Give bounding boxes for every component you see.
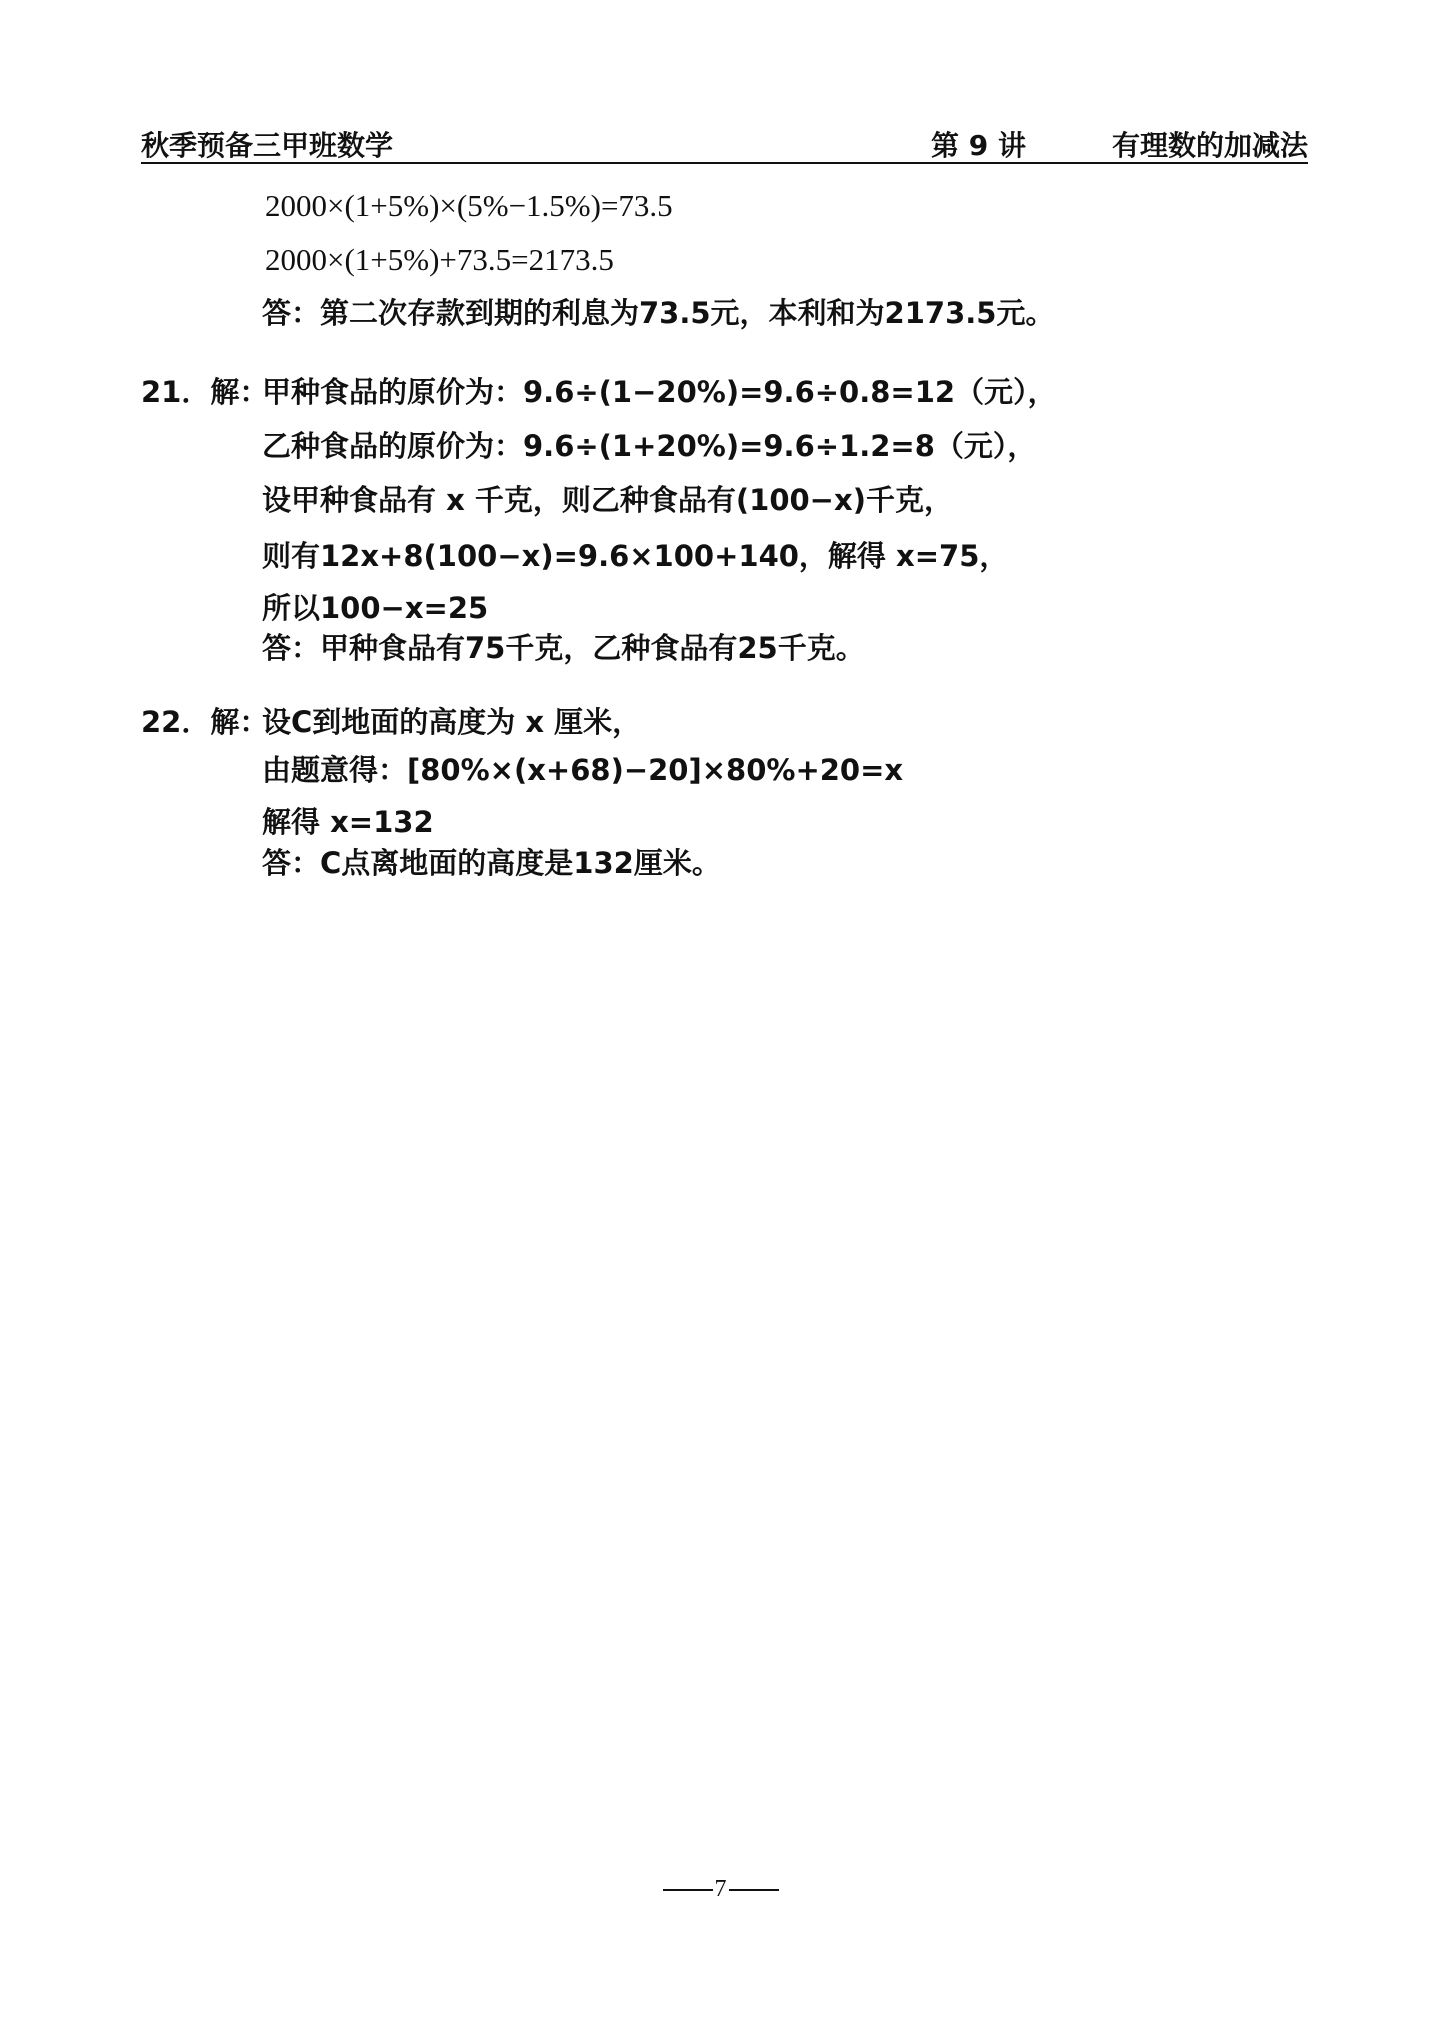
page-header xyxy=(141,122,1308,164)
lecture-topic: 有理数的加减法 xyxy=(1111,129,1308,162)
page-number: 7 xyxy=(714,1876,727,1902)
footer-dash-left xyxy=(663,1889,713,1891)
q21-answer: 答：甲种食品有75千克，乙种食品有25千克。 xyxy=(262,631,865,665)
course-title: 秋季预备三甲班数学 xyxy=(141,129,394,162)
page-footer xyxy=(0,1876,1441,1903)
prev-solution-line-1: 2000×(1+5%)×(5%−1.5%)=73.5 xyxy=(265,188,673,223)
q21-line-3: 设甲种食品有 x 千克，则乙种食品有(100−x)千克， xyxy=(262,483,953,517)
q21-label: 21．解： xyxy=(141,375,269,409)
q21-line-5: 所以100−x=25 xyxy=(262,591,489,625)
prev-solution-line-2: 2000×(1+5%)+73.5=2173.5 xyxy=(265,242,614,277)
q22-line-2: 由题意得：[80%×(x+68)−20]×80%+20=x xyxy=(262,753,904,787)
q22-line-3: 解得 x=132 xyxy=(262,805,434,839)
lecture-number: 第 9 讲 xyxy=(931,129,1026,162)
footer-dash-right xyxy=(729,1889,779,1891)
q22-line-1: 设C到地面的高度为 x 厘米， xyxy=(262,705,642,739)
q21-line-1: 甲种食品的原价为：9.6÷(1−20%)=9.6÷0.8=12（元）， xyxy=(262,375,1057,409)
prev-solution-answer: 答：第二次存款到期的利息为73.5元，本利和为2173.5元。 xyxy=(262,296,1055,330)
q22-label: 22．解： xyxy=(141,705,269,739)
q22-answer: 答：C点离地面的高度是132厘米。 xyxy=(262,846,721,880)
q21-line-4: 则有12x+8(100−x)=9.6×100+140，解得 x=75， xyxy=(262,539,1009,573)
q21-line-2: 乙种食品的原价为：9.6÷(1+20%)=9.6÷1.2=8（元）， xyxy=(262,429,1037,463)
